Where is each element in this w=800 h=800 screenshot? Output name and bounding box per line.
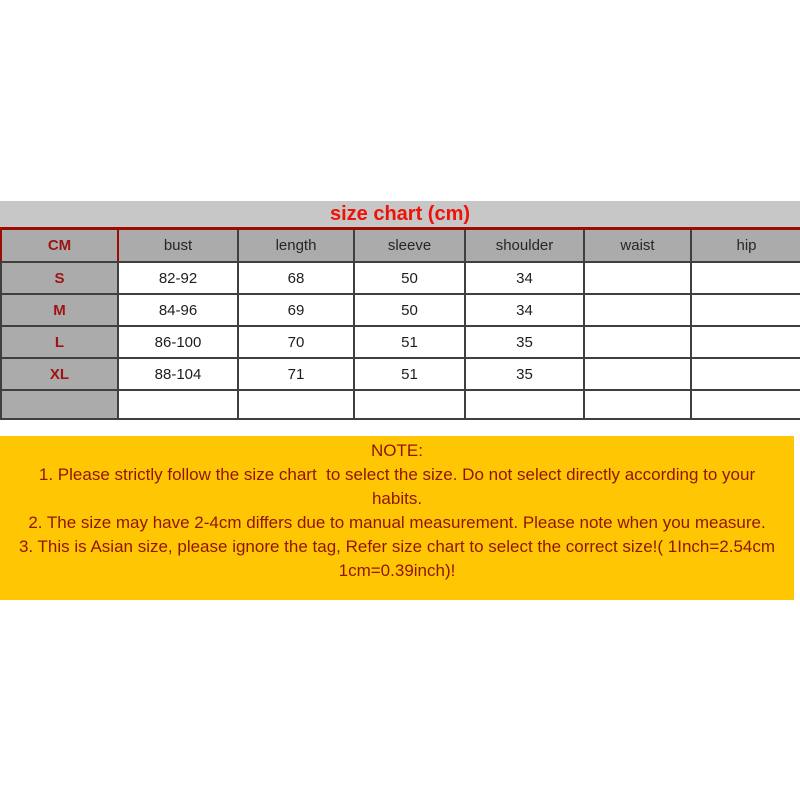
cell-waist [584, 358, 691, 390]
table-header-row [1, 229, 800, 263]
note-heading: NOTE: [371, 441, 423, 460]
header-cell-bust: bust [118, 229, 238, 263]
cell-waist [584, 262, 691, 294]
cell-sleeve [354, 390, 465, 419]
cell-length: 71 [238, 358, 354, 390]
cell-bust: 88-104 [118, 358, 238, 390]
size-label: S [1, 262, 118, 294]
table-row-s [1, 262, 800, 294]
table-row-m [1, 294, 800, 326]
cell-waist [584, 326, 691, 358]
note-line-3: 3. This is Asian size, please ignore the tag, Refer size chart to select the correct size!( 1Inch=2.54cm [18, 537, 776, 556]
note-line-1b: habits. [371, 489, 423, 508]
cell-length [238, 390, 354, 419]
note-line-1: 1. Please strictly follow the size chart to select the size. Do not select directly according to your [38, 465, 756, 484]
cell-bust: 84-96 [118, 294, 238, 326]
cell-shoulder: 34 [465, 294, 584, 326]
cell-sleeve: 51 [354, 358, 465, 390]
cell-shoulder: 35 [465, 326, 584, 358]
header-cell-hip: hip [691, 229, 800, 263]
header-cell-shoulder: shoulder [465, 229, 584, 263]
table-row-xl [1, 358, 800, 390]
size-label [1, 390, 118, 419]
size-table [0, 227, 800, 420]
cell-hip [691, 390, 800, 419]
cell-sleeve: 51 [354, 326, 465, 358]
cell-shoulder: 34 [465, 262, 584, 294]
cell-waist [584, 294, 691, 326]
cell-hip [691, 326, 800, 358]
table-row-l [1, 326, 800, 358]
cell-shoulder [465, 390, 584, 419]
note-line-2: 2. The size may have 2-4cm differs due to manual measurement. Please note when you measure. [28, 513, 766, 532]
table-row-empty [1, 390, 800, 419]
size-label: XL [1, 358, 118, 390]
cell-hip [691, 358, 800, 390]
cell-sleeve: 50 [354, 262, 465, 294]
cell-shoulder: 35 [465, 358, 584, 390]
note-line-3b: 1cm=0.39inch)! [338, 561, 456, 580]
header-cell-length: length [238, 229, 354, 263]
title-band [0, 201, 800, 227]
page-title: size chart (cm) [329, 203, 471, 225]
header-cell-cm: CM [1, 229, 118, 263]
note-block [0, 436, 794, 600]
cell-hip [691, 262, 800, 294]
cell-length: 69 [238, 294, 354, 326]
cell-length: 70 [238, 326, 354, 358]
cell-waist [584, 390, 691, 419]
header-cell-sleeve: sleeve [354, 229, 465, 263]
header-cell-waist: waist [584, 229, 691, 263]
cell-bust: 86-100 [118, 326, 238, 358]
cell-bust [118, 390, 238, 419]
cell-sleeve: 50 [354, 294, 465, 326]
cell-bust: 82-92 [118, 262, 238, 294]
size-label: L [1, 326, 118, 358]
size-label: M [1, 294, 118, 326]
cell-length: 68 [238, 262, 354, 294]
cell-hip [691, 294, 800, 326]
